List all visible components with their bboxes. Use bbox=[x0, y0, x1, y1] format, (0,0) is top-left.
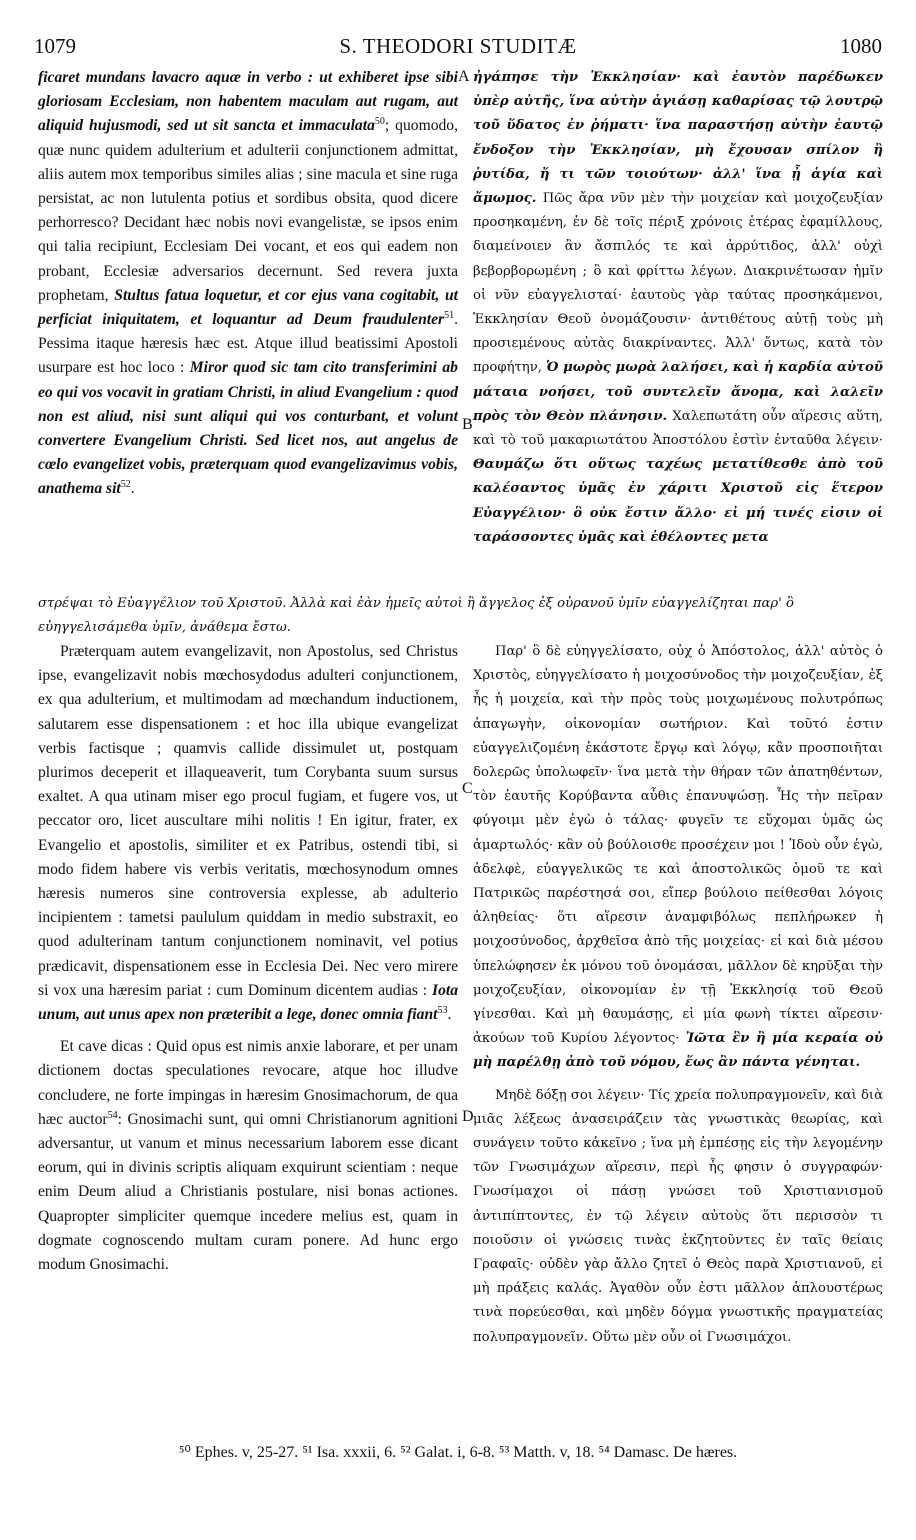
margin-letter-a: A bbox=[458, 68, 470, 85]
running-header bbox=[0, 34, 916, 64]
margin-letter-c: C bbox=[462, 780, 473, 797]
text-run: : Gnosimachi sunt, qui omni Christianorum agnitioni adversantur, ut vanum et minus necessarium laborem esse dicant eorum, qui in divinis scriptis aliquam exquirunt scientiam : neque enim Deum aliud a Christianis postulare, nisi bonas actiones. Quapropter simpliciter quemque incedere melius est, quam in dogmate cognoscendo multam curam ponere. Ad hunc ergo modum Gnosimachi. bbox=[38, 1110, 459, 1274]
scripture-quote: Ὁ μωρὸς μωρὰ λαλήσει, καὶ ἡ καρδία αὐτοῦ μάταια νοήσει, τοῦ συντελεῖν ἄνομα, καὶ λαλεῖν πρὸς τὸν Θεὸν πλάνησιν. bbox=[473, 360, 883, 424]
text-run: . bbox=[447, 1006, 452, 1024]
text-run: Χαλεπωτάτη οὖν αἵρεσις αὕτη, καὶ τὸ τοῦ μακαριωτάτου Ἀποστόλου ἐστὶν ἐνταῦθα λέγειν· bbox=[473, 408, 883, 449]
page-number-right: 1080 bbox=[840, 34, 882, 58]
text-run: ; quomodo, quæ nunc quidem adulterium et adulterii conjunctionem admittat, aliis autem mox temporibus similes alias ; sine macula et sine ruga persistat, ac non lutulenta potius et sordibus obsita, quod dicere perhorresco? Decidant hæc nobis novi evangelistæ, se ipsos enim qui talia recipiunt, Ecclesiam Dei vocant, et eos qui eadem non probant, Ecclesiæ adversarios decernunt. Sed revera juxta prophetam, bbox=[38, 117, 458, 304]
greek-paragraph-3 bbox=[473, 1084, 883, 1350]
greek-column-top bbox=[473, 66, 883, 550]
footnote-ref: 50 bbox=[374, 116, 385, 128]
greek-spanning-line: στρέψαι τὸ Εὐαγγέλιον τοῦ Χριστοῦ. Ἀλλὰ καὶ ἐὰν ἡμεῖς αὐτοὶ ἢ ἄγγελος ἐξ οὐρανοῦ ὑμῖν εὐαγγελίζηται παρ' ὃ εὐηγγελισάμεθα ὑμῖν, ἀνάθεμα ἔστω. bbox=[38, 596, 794, 636]
latin-paragraph-1 bbox=[38, 66, 458, 502]
latin-paragraph-2 bbox=[38, 640, 458, 1027]
greek-column-bottom bbox=[473, 640, 883, 1350]
greek-paragraph-1 bbox=[473, 66, 883, 550]
text-run: Παρ' ὃ δὲ εὐηγγελίσατο, οὐχ ὁ Ἀπόστολος, ἀλλ' αὐτὸς ὁ Χριστὸς, εὐηγγελίσατο ἡ μοιχοσύνοδος τὴν μοιχοζευξίαν, ἐξ ἧς ἡ μοιχεία, καὶ τὴν πρὸς τοὺς μοιχωμένους πολυτρόπως ἀπαγωγὴν, οἰκονομίαν σωτήριον. Καὶ τοῦτό ἐστιν εὐαγγελιζομένη ἑκάστοτε ἔργῳ καὶ λόγῳ, κἂν προσποιῆται δολερῶς ὑπολωφεῖν· ἵνα μετὰ τὴν θήραν τῶν ἀπατηθέντων, τὸν ἑαυτῆς Κορύβαντα αὖθις ἐπανυψώσῃ. Ἧς τὴν πεῖραν φύγοιμι μὲν ἐγὼ ὁ τάλας· φυγεῖν τε εὔχομαι ὑμᾶς ὡς ἁμαρτωλός· κἂν οὐ βούλοισθε προσέχειν μοι ! Ἰδοὺ οὖν ἐγὼ, ἀδελφὲ, εὐαγγελικῶς τε καὶ ἀποστολικῶς ὁμοῦ τε καὶ Πατρικῶς παρέστησά σοι, εἴπερ βούλοιο πείθεσθαι λόγοις ἀληθείας· ὅτι αἵρεσιν ἀναμφιβόλως πεπλήρωκεν ἡ μοιχοσύνοδος, ἀρχθεῖσα ἀπὸ τῆς μοιχείας· εἰ καὶ διὰ μέσου ὑπελώφησεν ἐκ μόνου τοῦ ὀνομάσαι, μᾶλλον δὲ κηρῦξαι τὴν μοιχοζευξίαν, οἰκονομίαν ἐν τῇ Ἐκκλησίᾳ τοῦ Θεοῦ γίνεσθαι. Καὶ μὴ θαυμάσῃς, εἰ μία φωνὴ τίκτει αἵρεσιν· ἀκούων τοῦ Κυρίου λέγοντος· bbox=[473, 644, 883, 1047]
footnote-ref: 52 bbox=[120, 479, 131, 491]
footnotes: ⁵⁰ Ephes. v, 25-27. ⁵¹ Isa. xxxii, 6. ⁵² Galat. i, 6-8. ⁵³ Matth. v, 18. ⁵⁴ Damasc. De hæres. bbox=[178, 1444, 738, 1461]
footnote-ref: 54 bbox=[107, 1109, 118, 1121]
text-run: Et cave dicas : Quid opus est nimis anxie laborare, et per unam dictionem doctas speculationes revocare, atque hoc illudve concludere, ne forte impingas in hæresim Gnosimachorum, de qua hæc auctor bbox=[38, 1038, 458, 1128]
page-number-left: 1079 bbox=[34, 34, 76, 58]
text-run: Μηδὲ δόξῃ σοι λέγειν· Τίς χρεία πολυπραγμονεῖν, καὶ διὰ μιᾶς λέξεως ἀνασειράζειν τὰς γνωστικὰς θεωρίας, καὶ συνάγειν τοῦτο κἀκεῖνο ; ἵνα μὴ ἐμπέσῃς εἰς τὴν λεγομένην τῶν Γνωσιμάχων αἵρεσιν, περὶ ἧς φησιν ὁ συγγραφών· Γνωσίμαχοι οἱ πάσῃ γνώσει τοῦ Χριστιανισμοῦ ἀντιπίπτοντες, ἐν τῷ λέγειν αὐτοὺς ὅτι περισσὸν τι ποιοῦσιν οἱ γνώσεις τινὰς ἐκζητοῦντες ἐν ταῖς θείαις Γραφαῖς· οὐδὲν γὰρ ἄλλο ζητεῖ ὁ Θεὸς παρὰ Χριστιανοῦ, εἰ μὴ πράξεις καλάς. Ἀγαθὸν οὖν ἐστι μᾶλλον ἁπλουστέρως τινὰ πορεύεσθαι, καὶ μηδὲν δόγμα γνωστικῆς πραγματείας πολυπραγμονεῖν. Οὕτω μὲν οὖν οἱ Γνωσιμάχοι. bbox=[473, 1087, 883, 1345]
margin-letter-d: D bbox=[462, 1108, 474, 1125]
scripture-quote: Iota unum, aut unus apex non præteribit a lege, donec omnia fiant bbox=[38, 981, 458, 1024]
scripture-quote: Miror quod sic tam cito transferimini ab eo qui vos vocavit in gratiam Christi, in aliud Evangelium : quod non est aliud, nisi sunt aliqui qui vos conturbant, et volunt convertere Evangelium Christi. Sed licet nos, aut angelus de cœlo evangelizet vobis, præterquam quod evangelizavimus vobis, anathema sit bbox=[38, 359, 458, 498]
latin-paragraph-3 bbox=[38, 1035, 458, 1277]
running-title: S. THEODORI STUDITÆ bbox=[339, 34, 577, 58]
text-run: . Pessima itaque hæresis hæc est. Atque illud beatissimi Apostoli usurpare est hoc loco : bbox=[38, 311, 458, 377]
margin-letter-b: B bbox=[462, 416, 473, 433]
scripture-quote: Stultus fatua loquetur, et cor ejus vana cogitabit, ut perficiat iniquitatem, et loquantur ad Deum fraudulenter bbox=[38, 286, 458, 329]
latin-column-top bbox=[38, 66, 458, 502]
footnote-ref: 51 bbox=[444, 309, 455, 321]
scripture-quote: Θαυμάζω ὅτι οὕτως ταχέως μετατίθεσθε ἀπὸ τοῦ καλέσαντος ὑμᾶς ἐν χάριτι Χριστοῦ εἰς ἕτερον Εὐαγγέλιον· ὃ οὐκ ἔστιν ἄλλο· εἰ μή τινές εἰσιν οἱ ταράσσοντες ὑμᾶς καὶ ἐθέλοντες μετα bbox=[473, 457, 883, 545]
text-run: . bbox=[130, 480, 135, 498]
latin-column-bottom bbox=[38, 640, 458, 1277]
scripture-quote: ἠγάπησε τὴν Ἐκκλησίαν· καὶ ἑαυτὸν παρέδωκεν ὑπὲρ αὐτῆς, ἵνα αὐτὴν ἁγιάσῃ καθαρίσας τῷ λουτρῷ τοῦ ὕδατος ἐν ῥήματι· ἵνα παραστήσῃ αὐτὴν ἑαυτῷ ἔνδοξον τὴν Ἐκκλησίαν, μὴ ἔχουσαν σπίλον ἢ ῥυτίδα, ἤ τι τῶν τοιούτων· ἀλλ' ἵνα ᾖ ἁγία καὶ ἄμωμος. bbox=[473, 70, 883, 207]
footnote-ref: 53 bbox=[437, 1004, 448, 1016]
text-run: Præterquam autem evangelizavit, non Apostolus, sed Christus ipse, evangelizavit nobis mœchosydodus adulteri conjunctionem, ex qua adulterium, et multimodam ad mœchandum inductionem, salutarem esse dispensationem : et hoc illa ubique evangelizat verbis factisque ; quamvis callide dissimulet ut, postquam plurimos deceperit et illaqueaverit, tum Corybanta suum sursus exaltet. A qua utinam miser ego procul fugiam, et fugere vos, ut peccator oro, licet auscultare mihi nolitis ! En igitur, frater, ex Evangelio et apostolis, similiter et ex Patribus, ostendi tibi, si modo fidem habere vis verbis veritatis, mœchosynodum omnes hæresis numeros sine controversia explesse, ab adulterio incipientem : tametsi paululum quiddam in medio substraxit, eo quod adulterinam tantum conjunctionem nominavit, vel potius prædicavit, dispensationem esse in Ecclesia Dei. Nec vero mirere si vox una hæresim pariat : cum Dominum dicentem audias : bbox=[38, 643, 458, 999]
greek-paragraph-2 bbox=[473, 640, 883, 1076]
scripture-quote: Ἰῶτα ἓν ἢ μία κεραία οὐ μὴ παρέλθῃ ἀπὸ τοῦ νόμου, ἕως ἂν πάντα γένηται. bbox=[473, 1031, 883, 1071]
scripture-quote: ficaret mundans lavacro aquæ in verbo : ut exhiberet ipse sibi gloriosam Ecclesiam, non habentem maculam aut rugam, aut aliquid hujusmodi, sed ut sit sancta et immaculata bbox=[38, 69, 458, 135]
text-run: Πῶς ἄρα νῦν μὲν τὴν μοιχείαν καὶ μοιχοζευξίαν προσηκαμένη, ἐν δὲ τοῖς πέριξ χρόνοις ἑτέρας ἐφαμίλλους, διαμείνοιεν ἂν ἄσπιλός τε καὶ ἀρρύτιδος, ἀλλ' οὐχὶ βεβορβορωμένη ; ὃ καὶ φρίττω λέγων. Διακρινέτωσαν ἡμῖν οἱ νῦν εὐαγγελισταί· ἑαυτοὺς γὰρ ταύτας προσηκάμενοι, Ἐκκλησίαν Θεοῦ ὀνομάζουσιν· ἀντιθέτους αὐτῇ τοὺς μὴ προσιεμένους αὐτὰς διακρίναντες. Ἀλλ' ὄντως, κατὰ τὸν προφήτην, bbox=[473, 191, 883, 376]
